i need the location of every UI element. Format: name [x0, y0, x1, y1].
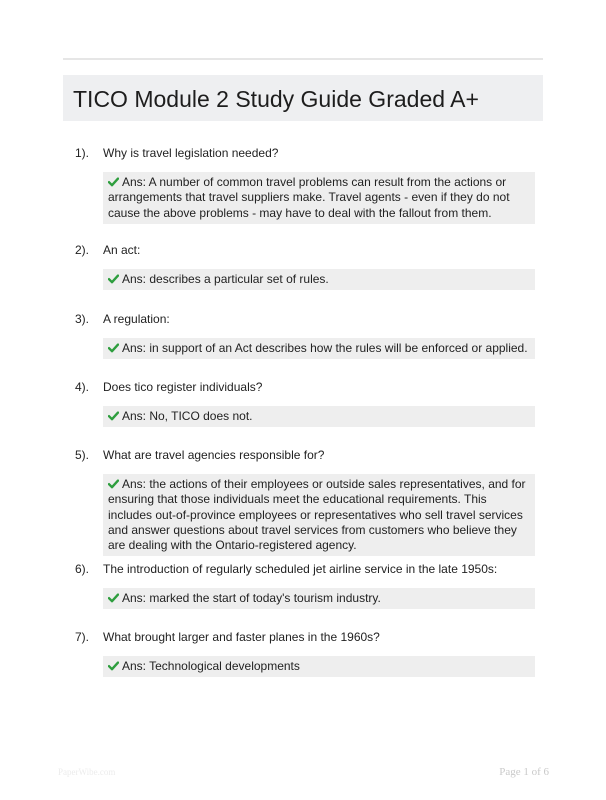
qa-item-1 — [75, 145, 535, 224]
answer-box — [103, 656, 535, 677]
check-icon — [108, 479, 119, 489]
qa-item-3 — [75, 311, 535, 359]
question-row — [75, 379, 535, 395]
answer-text: Ans: A number of common travel problems can result from the actions or arrangements that travel suppliers make. Travel agents - even if they do not cause the above problems - may have to deal with the fallout from them. — [108, 175, 510, 220]
question-text: A regulation: — [103, 312, 170, 326]
question-number: 2). — [75, 243, 90, 257]
check-icon — [108, 274, 119, 284]
question-number: 5). — [75, 448, 90, 462]
answer-box — [103, 172, 535, 224]
answer-text: Ans: in support of an Act describes how the rules will be enforced or applied. — [122, 341, 528, 355]
qa-item-5 — [75, 447, 535, 556]
question-text: An act: — [103, 243, 141, 257]
question-row — [75, 242, 535, 258]
check-icon — [108, 593, 119, 603]
answer-box — [103, 269, 535, 290]
answer-text: Ans: No, TICO does not. — [122, 409, 253, 423]
watermark-text: PaperWibe.com — [58, 767, 116, 777]
qa-item-7 — [75, 629, 535, 677]
qa-item-4 — [75, 379, 535, 427]
question-text: Why is travel legislation needed? — [103, 146, 279, 160]
question-row — [75, 145, 535, 161]
question-row — [75, 311, 535, 327]
answer-box — [103, 406, 535, 427]
qa-item-2 — [75, 242, 535, 290]
answer-box — [103, 474, 535, 556]
answer-box — [103, 588, 535, 609]
check-icon — [108, 177, 119, 187]
answer-text: Ans: marked the start of today's tourism industry. — [122, 591, 381, 605]
question-number: 1). — [75, 146, 90, 160]
question-row — [75, 629, 535, 645]
title-bar — [63, 75, 543, 121]
question-text: The introduction of regularly scheduled jet airline service in the late 1950s: — [103, 562, 498, 576]
question-text: What are travel agencies responsible for? — [103, 448, 325, 462]
question-row — [75, 447, 535, 463]
check-icon — [108, 661, 119, 671]
question-number: 4). — [75, 380, 90, 394]
question-number: 6). — [75, 562, 90, 576]
page-indicator: Page 1 of 6 — [499, 766, 549, 778]
check-icon — [108, 411, 119, 421]
question-number: 3). — [75, 312, 90, 326]
answer-text: Ans: describes a particular set of rules. — [122, 272, 329, 286]
question-row — [75, 561, 535, 577]
answer-box — [103, 338, 535, 359]
top-divider — [63, 58, 543, 60]
answer-text: Ans: Technological developments — [122, 659, 300, 673]
question-text: What brought larger and faster planes in the 1960s? — [103, 630, 380, 644]
qa-item-6 — [75, 561, 535, 609]
question-number: 7). — [75, 630, 90, 644]
document-title: TICO Module 2 Study Guide Graded A+ — [73, 86, 479, 112]
check-icon — [108, 343, 119, 353]
answer-text: Ans: the actions of their employees or outside sales representatives, and for ensuring that those individuals meet the educational requirements. This includes out-of-province employees or representatives who sell travel services and answer questions about travel services from customers who believe they are dealing with the Ontario-registered agency. — [108, 477, 526, 553]
question-text: Does tico register individuals? — [103, 380, 263, 394]
